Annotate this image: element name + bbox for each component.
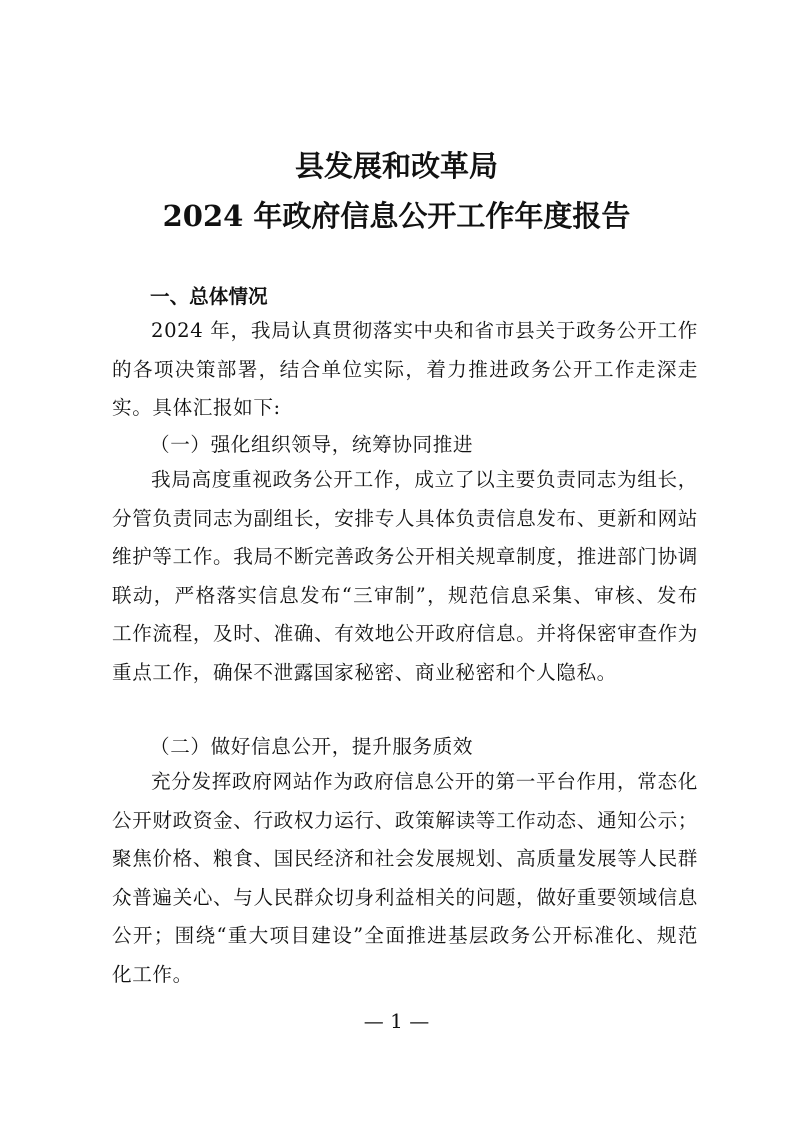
- subsection-paragraph-disclosure: 充分发挥政府网站作为政府信息公开的第一平台作用，常态化公开财政资金、行政权力运行、政策解读等工作动态、通知公示；聚焦价格、粮食、国民经济和社会发展规划、高质量发展等人民群众普遍关心、与人民群众切身利益相关的问题，做好重要领域信息公开；围绕“重大项目建设”全面推进基层政务公开标准化、规范化工作。: [112, 770, 698, 986]
- subsection-paragraph-organization: 我局高度重视政务公开工作，成立了以主要负责同志为组长，分管负责同志为副组长，安排专人具体负责信息发布、更新和网站维护等工作。我局不断完善政务公开相关规章制度，推进部门协调联动，严格落实信息发布“三审制”，规范信息采集、审核、发布工作流程，及时、准确、有效地公开政府信息。并将保密审查作为重点工作，确保不泄露国家秘密、商业秘密和个人隐私。: [112, 468, 698, 684]
- document-title-line2: 2024 年政府信息公开工作年度报告: [162, 199, 631, 233]
- subsection-heading-organization: （一）强化组织领导，统筹协同推进: [150, 433, 474, 456]
- subsection-heading-disclosure: （二）做好信息公开，提升服务质效: [150, 735, 474, 758]
- section-heading-overview: 一、总体情况: [150, 285, 268, 308]
- intro-paragraph: 2024 年，我局认真贯彻落实中央和省市县关于政务公开工作的各项决策部署，结合单位实际，着力推进政务公开工作走深走实。具体汇报如下:: [112, 319, 698, 419]
- page-number: — 1 —: [363, 1009, 430, 1033]
- document-title-line1: 县发展和改革局: [294, 149, 498, 183]
